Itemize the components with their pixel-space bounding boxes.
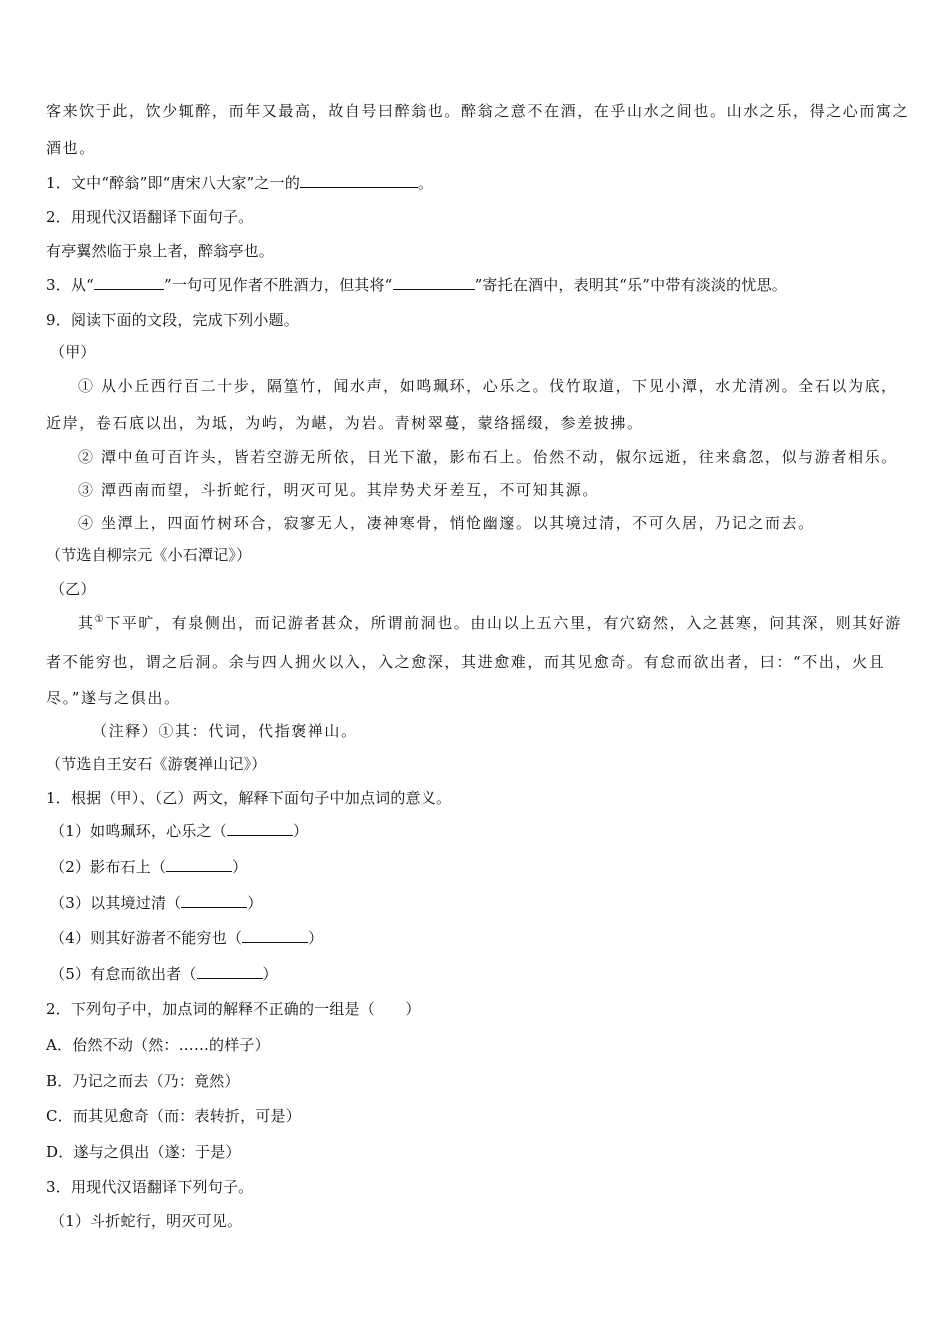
yi-text: 下平旷，有泉侧出，而记游者甚众，所谓前洞也。由山以上五六里，有穴窈然，入之甚寒，问其深，则其好游 xyxy=(105,614,902,632)
answer-blank[interactable] xyxy=(242,928,308,943)
yi-text: 其 xyxy=(78,614,95,632)
q9-sub1-item xyxy=(50,928,323,948)
passage-line: 客来饮于此，饮少辄醉，而年又最高，故自号曰醉翁也。醉翁之意不在酒，在乎山水之间也。山水之乐，得之心而寓之 xyxy=(46,102,910,120)
jia-source: （节选自柳宗元《小石潭记》） xyxy=(46,546,252,564)
option-letter: A． xyxy=(46,1036,73,1054)
item-close: ） xyxy=(308,929,324,947)
jia-paragraph-4: ④ 坐潭上，四面竹树环合，寂寥无人，凄神寒骨，悄怆幽邃。以其境过清，不可久居，乃记之而去。 xyxy=(78,514,815,532)
item-close: ） xyxy=(247,894,263,912)
q9-sub2-option-b[interactable] xyxy=(46,1071,240,1091)
q9-sub3-item: （1）斗折蛇行，明灭可见。 xyxy=(50,1212,243,1230)
item-label: （3）以其境过清（ xyxy=(50,894,182,912)
option-text: 乃记之而去（乃：竟然） xyxy=(72,1072,240,1090)
yi-label: （乙） xyxy=(50,580,96,598)
item-label: （1）如鸣珮环，心乐之（ xyxy=(50,822,227,840)
q8-translate-sentence: 有亭翼然临于泉上者，醉翁亭也。 xyxy=(46,242,275,260)
question-text: 3．从“ xyxy=(46,276,95,294)
q9-sub1-item xyxy=(50,893,263,913)
yi-note: （注释）①其：代词，代指褒禅山。 xyxy=(92,722,358,740)
yi-paragraph-line3: 尽。”遂与之俱出。 xyxy=(46,689,181,707)
question-text: ”寄托在酒中，表明其“乐”中带有淡淡的忧思。 xyxy=(474,276,787,294)
item-label: （5）有怠而欲出者（ xyxy=(50,965,197,983)
q9-sub1-title: 1．根据（甲）、（乙）两文，解释下面句子中加点词的意义。 xyxy=(46,789,452,807)
passage-line: 酒也。 xyxy=(46,139,96,157)
item-close: ） xyxy=(232,858,248,876)
q9-sub1-item xyxy=(50,821,308,841)
option-text: 佁然不动（然：……的样子） xyxy=(72,1036,270,1054)
option-letter: D． xyxy=(46,1143,74,1161)
answer-blank[interactable] xyxy=(300,173,418,188)
q9-sub2-option-a[interactable] xyxy=(46,1035,270,1055)
item-label: （2）影布石上（ xyxy=(50,858,167,876)
answer-blank[interactable] xyxy=(166,857,232,872)
answer-blank[interactable] xyxy=(94,275,164,290)
yi-source: （节选自王安石《游褒禅山记》） xyxy=(46,755,267,773)
yi-paragraph-line1 xyxy=(78,613,902,633)
footnote-marker: ① xyxy=(94,614,106,625)
q9-sub3-title: 3．用现代汉语翻译下列句子。 xyxy=(46,1178,254,1196)
answer-blank[interactable] xyxy=(227,821,293,836)
q9-sub2-title: 2．下列句子中，加点词的解释不正确的一组是（ ） xyxy=(46,1000,421,1018)
item-close: ） xyxy=(262,965,278,983)
question-text: ”一句可见作者不胜酒力，但其将“ xyxy=(164,276,393,294)
option-text: 而其见愈奇（而：表转折，可是） xyxy=(72,1107,301,1125)
option-text: 遂与之俱出（遂：于是） xyxy=(73,1143,241,1161)
question-text: 1．文中“醉翁”即“唐宋八大家”之一的 xyxy=(46,174,301,192)
answer-blank[interactable] xyxy=(393,275,475,290)
jia-paragraph-3: ③ 潭西南而望，斗折蛇行，明灭可见。其岸势犬牙差互，不可知其源。 xyxy=(78,481,599,499)
q8-sub1 xyxy=(46,173,433,193)
option-letter: B． xyxy=(46,1072,73,1090)
q8-sub3 xyxy=(46,275,787,295)
q8-sub2: 2．用现代汉语翻译下面句子。 xyxy=(46,208,254,226)
jia-label: （甲） xyxy=(50,343,96,361)
answer-blank[interactable] xyxy=(181,893,247,908)
item-label: （4）则其好游者不能穷也（ xyxy=(50,929,243,947)
q9-sub2-option-c[interactable] xyxy=(46,1106,301,1126)
q9-title: 9．阅读下面的文段，完成下列小题。 xyxy=(46,311,299,329)
q9-sub1-item xyxy=(50,857,247,877)
jia-paragraph-1-cont: 近岸，卷石底以出，为坻，为屿，为嵁，为岩。青树翠蔓，蒙络摇缀，参差披拂。 xyxy=(46,414,644,432)
q9-sub2-option-d[interactable] xyxy=(46,1142,241,1162)
yi-paragraph-line2: 者不能穷也，谓之后洞。余与四人拥火以入，入之愈深，其进愈难，而其见愈奇。有怠而欲出者，曰：“不出，火且 xyxy=(46,653,886,671)
jia-paragraph-1: ① 从小丘西行百二十步，隔篁竹，闻水声，如鸣珮环，心乐之。伐竹取道，下见小潭，水尤清冽。全石以为底， xyxy=(78,377,898,395)
answer-blank[interactable] xyxy=(197,964,263,979)
jia-paragraph-2: ② 潭中鱼可百许头，皆若空游无所依，日光下澈，影布石上。佁然不动，俶尔远逝，往来翕忽，似与游者相乐。 xyxy=(78,448,898,466)
question-text: 。 xyxy=(418,174,434,192)
q9-sub1-item xyxy=(50,964,278,984)
option-letter: C． xyxy=(46,1107,73,1125)
item-close: ） xyxy=(292,822,309,840)
